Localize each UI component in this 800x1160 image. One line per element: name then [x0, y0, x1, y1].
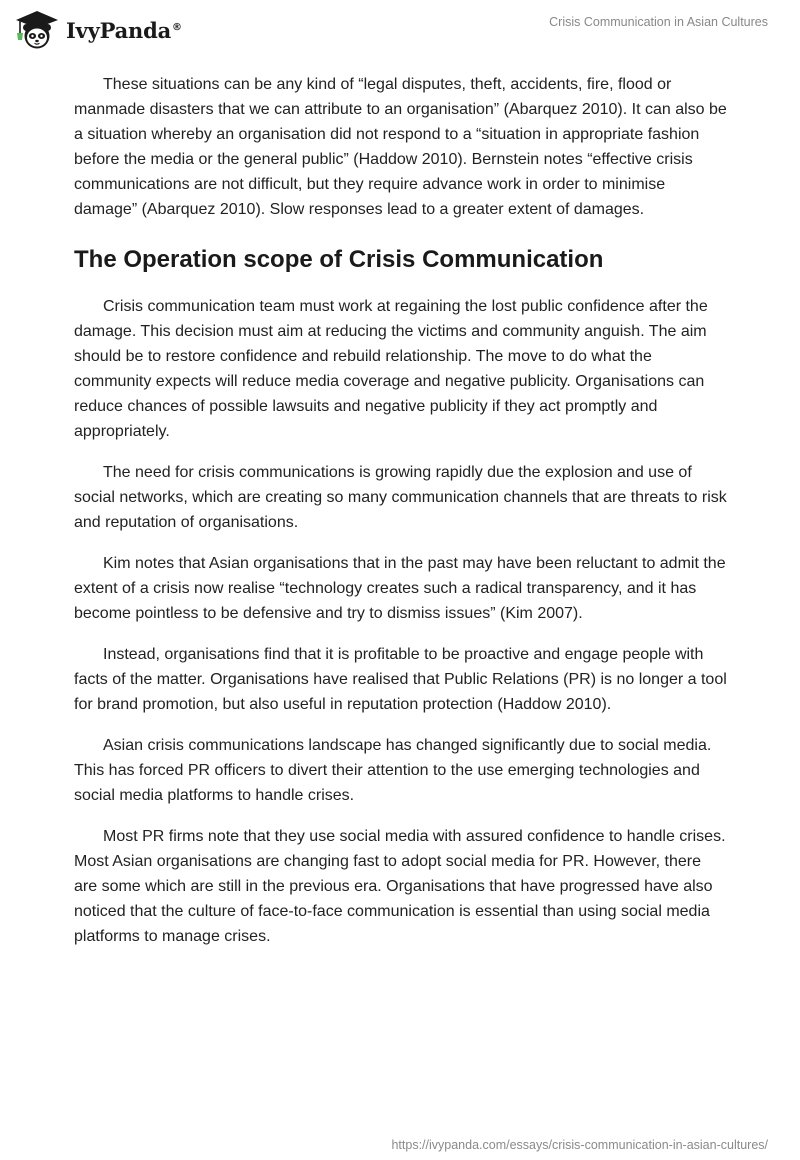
- section-heading: The Operation scope of Crisis Communication: [74, 246, 604, 273]
- essay-content: [74, 72, 728, 965]
- body-paragraph: The need for crisis communications is growing rapidly due the explosion and use of social networks, which are creating so many communication channels that are threats to risk and reputation of organisations.: [74, 464, 727, 531]
- document-title: Crisis Communication in Asian Cultures: [549, 15, 768, 29]
- body-paragraph: Kim notes that Asian organisations that in the past may have been reluctant to admit the extent of a crisis now realise “technology creates such a radical transparency, and it has become pointless to be defensive and try to dismiss issues” (Kim 2007).: [74, 555, 726, 622]
- body-paragraph: Asian crisis communications landscape has changed significantly due to social media. This has forced PR officers to divert their attention to the use emerging technologies and social media platforms to handle crises.: [74, 737, 712, 804]
- body-paragraph: Crisis communication team must work at regaining the lost public confidence after the damage. This decision must aim at reducing the victims and community anguish. The aim should be to restore confidence and rebuild relationship. The move to do what the community expects will reduce media coverage and negative publicity. Organisations can reduce chances of possible lawsuits and negative publicity if they act promptly and appropriately.: [74, 298, 708, 440]
- intro-paragraph: These situations can be any kind of “legal disputes, theft, accidents, fire, flood or manmade disasters that we can attribute to an organisation” (Abarquez 2010). It can also be a situation whereby an organisation did not respond to a “situation in appropriate fashion before the media or the general public” (Haddow 2010). Bernstein notes “effective crisis communications are not difficult, but they require advance work in order to minimise damage” (Abarquez 2010). Slow responses lead to a greater extent of damages.: [74, 76, 727, 218]
- logo-text: IvyPanda®: [66, 17, 182, 43]
- panda-graduate-icon: [14, 9, 60, 51]
- page-header: [0, 0, 800, 60]
- ivypanda-logo[interactable]: [14, 8, 224, 52]
- registered-mark: ®: [172, 21, 182, 33]
- body-paragraph: Instead, organisations find that it is profitable to be proactive and engage people with facts of the matter. Organisations have realised that Public Relations (PR) is no longer a tool for brand promotion, but also useful in reputation protection (Haddow 2010).: [74, 646, 727, 713]
- source-url[interactable]: https://ivypanda.com/essays/crisis-communication-in-asian-cultures/: [391, 1138, 768, 1152]
- body-paragraph: Most PR firms note that they use social media with assured confidence to handle crises. Most Asian organisations are changing fast to adopt social media for PR. However, there are some which are still in the previous era. Organisations that have progressed have also noticed that the culture of face-to-face communication is essential than using social media platforms to manage crises.: [74, 828, 726, 945]
